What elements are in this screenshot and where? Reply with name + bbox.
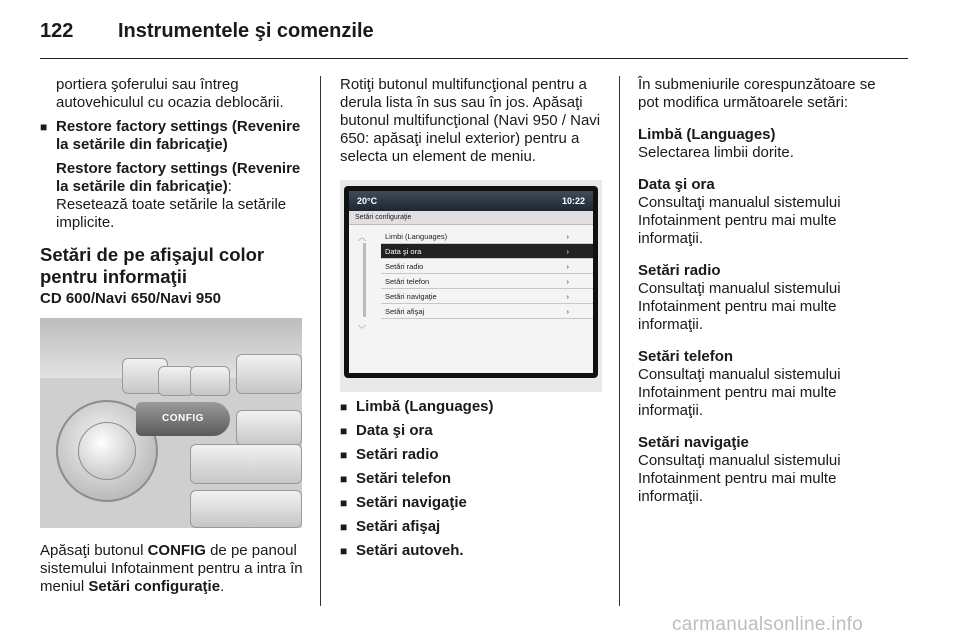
chevron-right-icon: › [566,292,569,301]
entry-text: Consultaţi manualul sistemului Infotainment pentru mai multe informaţii. [638,280,841,333]
bullet-square-icon: ■ [340,496,348,510]
bullet-square-icon: ■ [340,448,348,462]
display-bezel [344,186,598,378]
scroll-track [363,243,366,317]
list-item [340,542,602,560]
header-divider [40,58,908,59]
clock: 10:22 [561,196,585,206]
intro-text: Rotiţi butonul multifuncţional pentru a derula lista în sus sau în jos. Apăsaţi butonul multifuncţional (Navi 950 / Navi 650: apăsaţi inelul exterior) pentru a selecta un element de meniu. [340,76,601,165]
entry-text: Consultaţi manualul sistemului Infotainment pentru mai multe informaţii. [638,452,841,505]
column-divider-1 [320,76,321,606]
section-subhead: CD 600/Navi 650/Navi 950 [40,290,221,307]
chevron-right-icon: › [566,307,569,316]
temperature: 20°C [357,196,378,206]
list-item-label: Setări radio [356,446,439,463]
entry-title: Setări navigaţie [638,434,749,451]
chevron-up-icon: ︿ [358,233,366,242]
entry-title: Limbă (Languages) [638,126,776,143]
console-photo [40,318,302,528]
definition-colon: : [227,178,232,195]
display-menu-item-selected [381,244,593,259]
chevron-right-icon: › [566,277,569,286]
menu-item-label: Setări telefon [385,277,430,286]
entry-text: Consultaţi manualul sistemului Infotainment pentru mai multe informaţii. [638,366,841,419]
column-2 [340,76,602,560]
console-button [190,490,302,528]
definition-text: Resetează toate setările la setările implicite. [56,196,287,231]
photo-caption [40,542,304,596]
menu-item-label: Data şi ora [385,247,422,256]
bullet-square-icon: ■ [340,544,348,558]
list-item-label: Restore factory settings (Revenire la setările din fabricaţie) [56,118,301,153]
intro-text: portiera şoferului sau întreg autovehiculul cu ocazia deblocării. [56,76,284,111]
settings-entry [638,176,900,248]
list-item-label: Setări autoveh. [356,542,464,559]
column-3 [638,76,900,506]
bullet-square-icon: ■ [340,400,348,414]
list-item [340,518,602,536]
settings-entry [638,434,900,506]
chevron-right-icon: › [566,262,569,271]
display-menu-item [381,304,593,319]
multifunction-knob-center [78,422,136,480]
display-content [349,191,593,373]
settings-entry [638,348,900,420]
page-number: 122 [40,20,74,42]
menu-item-label: Limbi (Languages) [385,232,448,241]
page-header [40,20,374,50]
entry-text: Consultaţi manualul sistemului Infotainment pentru mai multe informaţii. [638,194,841,247]
menu-item-label: Setări radio [385,262,424,271]
list-item-label: Data şi ora [356,422,433,439]
list-item [340,470,602,488]
display-menu-item [381,229,593,244]
bullet-square-icon: ■ [40,120,48,134]
settings-list [340,398,602,560]
entry-title: Setări telefon [638,348,734,365]
caption-text: . [220,578,225,595]
bullet-square-icon: ■ [340,424,348,438]
column-divider-2 [619,76,620,606]
caption-text: Apăsaţi butonul [40,542,148,559]
chevron-right-icon: › [566,232,569,241]
list-item [340,446,602,464]
settings-entry [638,262,900,334]
display-menu-item [381,259,593,274]
list-item [340,398,602,416]
caption-bold: CONFIG [147,542,206,559]
settings-entries [638,126,900,506]
console-button [236,410,302,446]
display-menu-item [381,289,593,304]
console-button [158,366,194,396]
section-title: Setări de pe afişajul color pentru informaţii [40,244,265,287]
chevron-right-icon: › [566,247,569,256]
menu-item-label: Setări navigaţie [385,292,437,301]
intro-text: În submeniurile corespunzătoare se pot modifica următoarele setări: [638,76,876,111]
page-title: Instrumentele şi comenzile [118,20,374,42]
list-item-label: Setări navigaţie [356,494,467,511]
settings-entry [638,126,900,162]
list-item [340,422,602,440]
column-1 [40,76,304,596]
list-item-label: Setări telefon [356,470,452,487]
menu-item-label: Setări afişaj [385,307,425,316]
console-button [236,354,302,394]
display-menu-title: Setări configuraţie [349,211,593,225]
console-button [190,366,230,396]
infotainment-screen-image [340,180,602,392]
bullet-square-icon: ■ [340,472,348,486]
list-item-label: Setări afişaj [356,518,441,535]
config-button: CONFIG [136,402,230,436]
entry-title: Data şi ora [638,176,715,193]
list-item [340,494,602,512]
caption-text: de pe panoul sistemului Infotainment pentru a intra în meniul [40,542,303,595]
list-item-label: Limbă (Languages) [356,398,494,415]
definition-term: Restore factory settings (Revenire la setările din fabricaţie) [56,160,301,195]
bullet-square-icon: ■ [340,520,348,534]
display-menu-item [381,274,593,289]
definition [40,160,304,232]
list-item [40,118,304,154]
entry-title: Setări radio [638,262,721,279]
entry-text: Selectarea limbii dorite. [638,144,794,161]
chevron-down-icon: ﹀ [358,325,366,334]
watermark: carmanualsonline.info [672,614,864,635]
console-button [190,444,302,484]
caption-bold: Setări configuraţie [88,578,221,595]
display-menu [381,229,593,319]
